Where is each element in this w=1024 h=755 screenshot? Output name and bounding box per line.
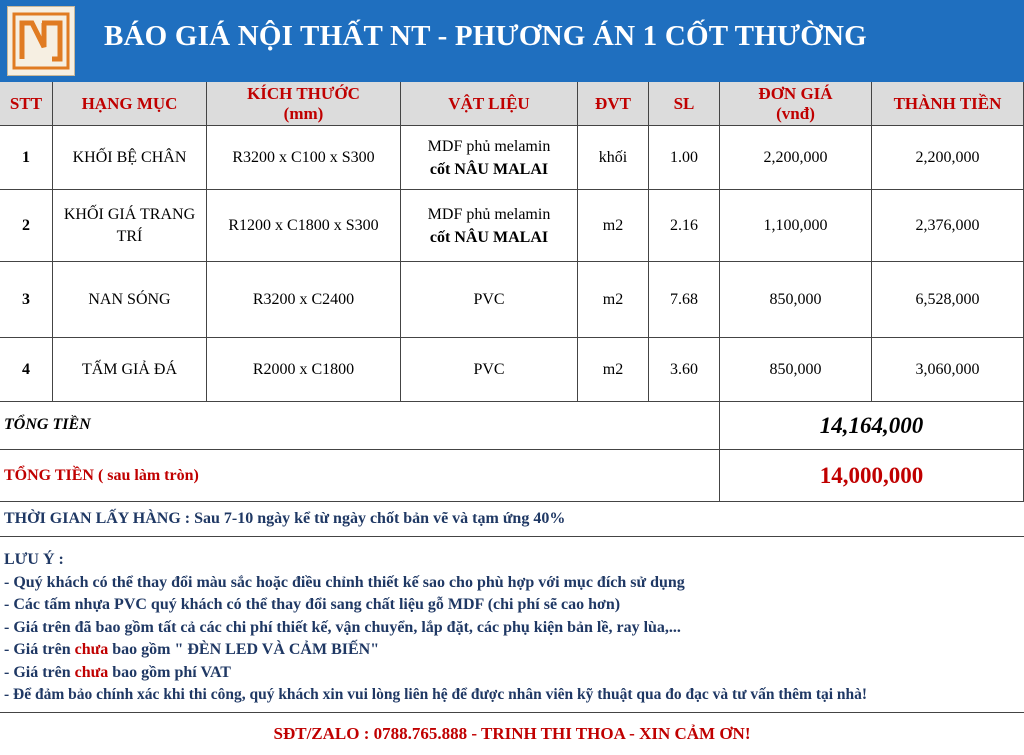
note-line-5-red: chưa xyxy=(74,663,109,681)
row-3-don-gia: 850,000 xyxy=(720,262,872,338)
row-2-thanh-tien: 2,376,000 xyxy=(872,190,1024,262)
note-line-3: - Giá trên đã bao gồm tất cả các chi phí thiết kế, vận chuyển, lắp đặt, các phụ kiện bản lề, ray lùa,... xyxy=(4,618,681,636)
notes-heading: LƯU Ý : xyxy=(4,551,64,568)
note-line-1: - Quý khách có thể thay đổi màu sắc hoặc điều chỉnh thiết kế sao cho phù hợp với mục đích sử dụng xyxy=(4,573,685,591)
header-hang-muc: HẠNG MỤC xyxy=(53,82,207,126)
total-label: TỔNG TIỀN xyxy=(0,402,720,450)
note-line-5-pre: - Giá trên xyxy=(4,663,75,681)
note-line-5 xyxy=(4,662,1024,685)
note-line-4-pre: - Giá trên xyxy=(4,641,75,658)
row-3-hang-muc: NAN SÓNG xyxy=(53,262,207,338)
page-title: BÁO GIÁ NỘI THẤT NT - PHƯƠNG ÁN 1 CỐT THƯỜNG xyxy=(104,20,867,52)
row-1-dvt: khối xyxy=(578,126,649,190)
header-vat-lieu: VẬT LIỆU xyxy=(401,82,578,126)
title-bar xyxy=(0,0,1024,82)
row-2-vat-lieu xyxy=(401,190,578,262)
row-1-vat-lieu-line2: cốt NÂU MALAI xyxy=(429,160,549,178)
header-dvt: ĐVT xyxy=(578,82,649,126)
note-line-4-post: bao gồm " ĐÈN LED VÀ CẢM BIẾN" xyxy=(108,641,380,658)
total-value: 14,164,000 xyxy=(720,402,1024,450)
header-don-gia-label: ĐƠN GIÁ xyxy=(758,83,833,103)
row-3-vat-lieu: PVC xyxy=(401,262,578,338)
delivery-time: THỜI GIAN LẤY HÀNG : Sau 7-10 ngày kể từ ngày chốt bản vẽ và tạm ứng 40% xyxy=(0,502,1024,537)
row-1-sl: 1.00 xyxy=(649,126,720,190)
row-2-stt: 2 xyxy=(0,190,53,262)
row-4-stt: 4 xyxy=(0,338,53,402)
row-1-kich-thuoc: R3200 x C100 x S300 xyxy=(207,126,401,190)
row-4-hang-muc: TẤM GIẢ ĐÁ xyxy=(53,338,207,402)
header-kich-thuoc xyxy=(207,82,401,126)
row-4-thanh-tien: 3,060,000 xyxy=(872,338,1024,402)
header-thanh-tien: THÀNH TIỀN xyxy=(872,82,1024,126)
row-1-thanh-tien: 2,200,000 xyxy=(872,126,1024,190)
row-2-kich-thuoc: R1200 x C1800 x S300 xyxy=(207,190,401,262)
header-don-gia-unit: (vnđ) xyxy=(776,103,815,123)
row-3-dvt: m2 xyxy=(578,262,649,338)
header-kich-thuoc-label: KÍCH THƯỚC xyxy=(247,83,360,103)
row-1-don-gia: 2,200,000 xyxy=(720,126,872,190)
total-rounded-value: 14,000,000 xyxy=(720,450,1024,502)
row-2-vat-lieu-line1: MDF phủ melamin xyxy=(427,205,551,223)
row-4-kich-thuoc: R2000 x C1800 xyxy=(207,338,401,402)
note-line-4-red: chưa xyxy=(74,641,109,658)
note-line-2: - Các tấm nhựa PVC quý khách có thể thay đổi sang chất liệu gỗ MDF (chi phí sẽ cao hơn) xyxy=(4,596,621,613)
total-rounded-label: TỔNG TIỀN ( sau làm tròn) xyxy=(0,450,720,502)
row-4-don-gia: 850,000 xyxy=(720,338,872,402)
header-sl: SL xyxy=(649,82,720,126)
note-line-6: - Để đảm bảo chính xác khi thi công, quý khách xin vui lòng liên hệ để được nhân viên kỹ thuật qua đo đạc và tư vấn thêm tại nhà! xyxy=(4,686,868,703)
header-don-gia xyxy=(720,82,872,126)
row-2-don-gia: 1,100,000 xyxy=(720,190,872,262)
row-4-sl: 3.60 xyxy=(649,338,720,402)
row-2-dvt: m2 xyxy=(578,190,649,262)
header-kich-thuoc-unit: (mm) xyxy=(283,103,324,123)
row-3-stt: 3 xyxy=(0,262,53,338)
row-2-hang-muc: KHỐI GIÁ TRANG TRÍ xyxy=(53,190,207,262)
contact-footer: SĐT/ZALO : 0788.765.888 - TRINH THI THOA - XIN CẢM ƠN! xyxy=(273,724,751,743)
row-3-thanh-tien: 6,528,000 xyxy=(872,262,1024,338)
company-logo xyxy=(7,6,75,76)
row-4-vat-lieu: PVC xyxy=(401,338,578,402)
row-4-dvt: m2 xyxy=(578,338,649,402)
row-3-kich-thuoc: R3200 x C2400 xyxy=(207,262,401,338)
note-line-5-post: bao gồm phí VAT xyxy=(108,663,231,681)
header-stt: STT xyxy=(0,82,53,126)
row-1-stt: 1 xyxy=(0,126,53,190)
row-1-hang-muc: KHỐI BỆ CHÂN xyxy=(53,126,207,190)
row-2-sl: 2.16 xyxy=(649,190,720,262)
row-2-vat-lieu-line2: cốt NÂU MALAI xyxy=(429,228,549,246)
note-line-4 xyxy=(4,639,1024,662)
row-3-sl: 7.68 xyxy=(649,262,720,338)
notes-section xyxy=(0,537,1024,713)
row-1-vat-lieu-line1: MDF phủ melamin xyxy=(427,137,551,155)
row-1-vat-lieu xyxy=(401,126,578,190)
